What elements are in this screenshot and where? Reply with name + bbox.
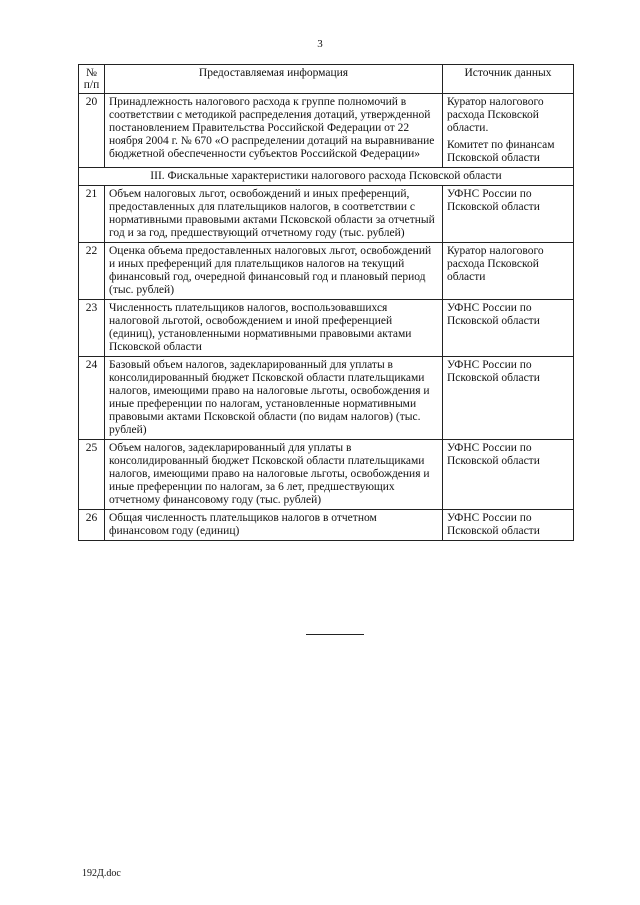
row-number: 21 bbox=[79, 186, 105, 243]
row-info: Базовый объем налогов, задекларированный для уплаты в консолидированный бюджет Псковской области плательщиками налогов, имеющими право на налоговые льготы, освобождения и иные преференции по налогам, установленные нормативными правовыми актами Псковской области (по видам налогов) (тыс. рублей) bbox=[105, 357, 443, 440]
separator-line bbox=[306, 634, 364, 635]
section-title: III. Фискальные характеристики налогового расхода Псковской области bbox=[79, 168, 574, 186]
section-row bbox=[79, 168, 574, 186]
table-row bbox=[79, 94, 574, 168]
row-number: 23 bbox=[79, 300, 105, 357]
row-source bbox=[443, 300, 574, 357]
row-info: Общая численность плательщиков налогов в отчетном финансовом году (единиц) bbox=[105, 510, 443, 541]
row-source bbox=[443, 440, 574, 510]
table-body-before bbox=[79, 94, 574, 168]
table-row bbox=[79, 186, 574, 243]
header-info: Предоставляемая информация bbox=[105, 65, 443, 94]
header-num: № п/п bbox=[79, 65, 105, 94]
source-line: УФНС России по Псковской области bbox=[447, 188, 540, 213]
row-number: 22 bbox=[79, 243, 105, 300]
source-line: УФНС России по Псковской области bbox=[447, 442, 540, 467]
source-line: Комитет по финансам Псковской области bbox=[447, 139, 555, 164]
page-number: 3 bbox=[317, 38, 323, 50]
row-info: Оценка объема предоставленных налоговых льгот, освобождений и иных преференций для плательщиков налогов на текущий финансовый год, очередной финансовый год и плановый период (тыс. рублей) bbox=[105, 243, 443, 300]
table-row bbox=[79, 357, 574, 440]
row-source bbox=[443, 510, 574, 541]
table-row bbox=[79, 510, 574, 541]
source-line: УФНС России по Псковской области bbox=[447, 512, 540, 537]
row-source bbox=[443, 186, 574, 243]
row-info: Объем налогов, задекларированный для уплаты в консолидированный бюджет Псковской области плательщиками налогов, имеющими право на налоговые льготы, освобождения и иные преференции по налогам, за 6 лет, предшествующих отчетному финансовому году (тыс. рублей) bbox=[105, 440, 443, 510]
row-number: 20 bbox=[79, 94, 105, 168]
row-number: 25 bbox=[79, 440, 105, 510]
row-source bbox=[443, 243, 574, 300]
source-line: УФНС России по Псковской области bbox=[447, 302, 540, 327]
table-header-row bbox=[79, 65, 574, 94]
table-row bbox=[79, 440, 574, 510]
row-number: 24 bbox=[79, 357, 105, 440]
info-table bbox=[78, 64, 574, 541]
source-line: Куратор налогового расхода Псковской области. bbox=[447, 96, 544, 134]
row-source bbox=[443, 94, 574, 168]
source-line: Куратор налогового расхода Псковской области bbox=[447, 245, 544, 283]
row-source bbox=[443, 357, 574, 440]
table-row bbox=[79, 300, 574, 357]
table-body-after bbox=[79, 186, 574, 541]
footer-filename: 192Д.doc bbox=[82, 868, 121, 879]
row-number: 26 bbox=[79, 510, 105, 541]
header-source: Источник данных bbox=[443, 65, 574, 94]
source-line: УФНС России по Псковской области bbox=[447, 359, 540, 384]
row-info: Принадлежность налогового расхода к группе полномочий в соответствии с методикой распределения дотаций, утвержденной постановлением Правительства Российской Федерации от 22 ноября 2004 г. № 670 «О распределении дотаций на выравнивание бюджетной обеспеченности субъектов Российской Федерации» bbox=[105, 94, 443, 168]
row-info: Объем налоговых льгот, освобождений и иных преференций, предоставленных для плательщиков налогов, в соответствии с нормативными правовыми актами Псковской области за отчетный год и за год, предшествующий отчетному году (тыс. рублей) bbox=[105, 186, 443, 243]
table-row bbox=[79, 243, 574, 300]
row-info: Численность плательщиков налогов, воспользовавшихся налоговой льготой, освобождением и иной преференцией (единиц), установленными нормативными правовыми актами Псковской области bbox=[105, 300, 443, 357]
